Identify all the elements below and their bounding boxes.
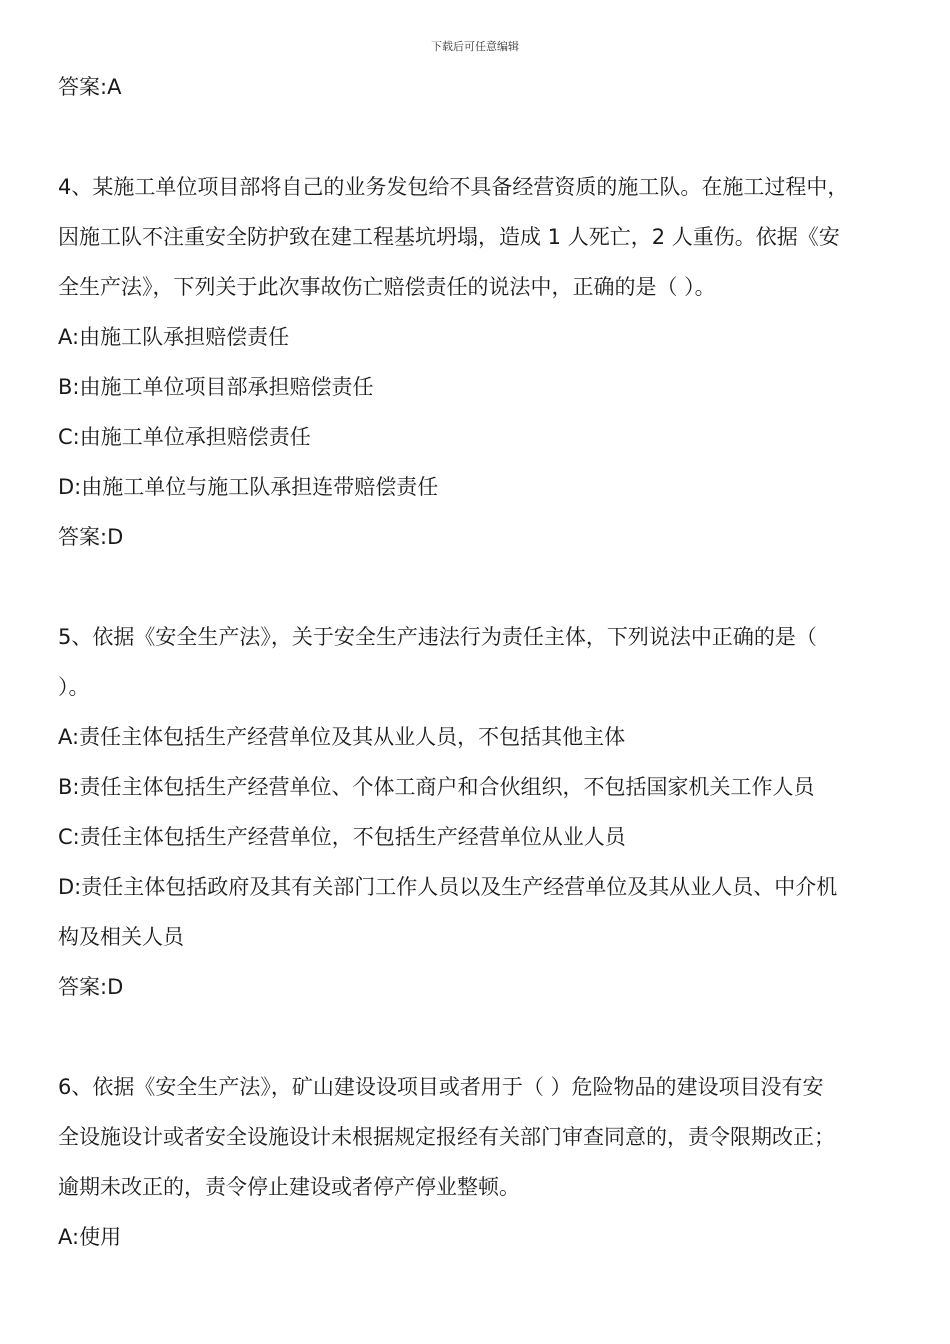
question-4-option-b: B:由施工单位项目部承担赔偿责任	[58, 375, 374, 399]
question-5-option-d: D:责任主体包括政府及其有关部门工作人员以及生产经营单位及其从业人员、中介机	[58, 875, 838, 899]
question-4-option-a: A:由施工队承担赔偿责任	[58, 325, 290, 349]
question-5-option-b: B:责任主体包括生产经营单位、个体工商户和合伙组织，不包括国家机关工作人员	[58, 775, 815, 799]
question-6-stem-line-1: 6、依据《安全生产法》，矿山建设设项目或者用于（ ）危险物品的建设项目没有安	[58, 1075, 824, 1099]
previous-answer: 答案:A	[58, 75, 122, 99]
question-6-stem-line-3: 逾期未改正的，责令停止建设或者停产停业整顿。	[58, 1175, 520, 1199]
question-4-stem-line-3: 全生产法》，下列关于此次事故伤亡赔偿责任的说法中，正确的是（ ）。	[58, 275, 716, 299]
question-4	[58, 162, 908, 562]
question-6-stem-line-2: 全设施设计或者安全设施设计未根据规定报经有关部门审查同意的，责令限期改正；	[58, 1125, 835, 1149]
question-5-option-a: A:责任主体包括生产经营单位及其从业人员，不包括其他主体	[58, 725, 626, 749]
question-5	[58, 612, 908, 1012]
spacer	[58, 562, 908, 612]
question-4-stem-line-1: 4、某施工单位项目部将自己的业务发包给不具备经营资质的施工队。在施工过程中，	[58, 175, 849, 199]
document-body	[58, 62, 908, 1262]
question-5-stem-line-2: ）。	[58, 675, 90, 699]
question-4-stem-line-2: 因施工队不注重安全防护致在建工程基坑坍塌，造成 1 人死亡，2 人重伤。依据《安	[58, 225, 840, 249]
question-5-option-d-cont: 构及相关人员	[58, 925, 184, 949]
spacer	[58, 112, 908, 162]
question-4-answer: 答案:D	[58, 525, 124, 549]
question-4-option-d: D:由施工单位与施工队承担连带赔偿责任	[58, 475, 439, 499]
question-5-answer: 答案:D	[58, 975, 124, 999]
page-header-note: 下载后可任意编辑	[431, 40, 519, 53]
question-6-option-a: A:使用	[58, 1225, 122, 1249]
question-4-option-c: C:由施工单位承担赔偿责任	[58, 425, 311, 449]
spacer	[58, 1012, 908, 1062]
question-6	[58, 1062, 908, 1262]
question-5-option-c: C:责任主体包括生产经营单位，不包括生产经营单位从业人员	[58, 825, 626, 849]
question-5-stem-line-1: 5、依据《安全生产法》，关于安全生产违法行为责任主体，下列说法中正确的是（	[58, 625, 817, 649]
